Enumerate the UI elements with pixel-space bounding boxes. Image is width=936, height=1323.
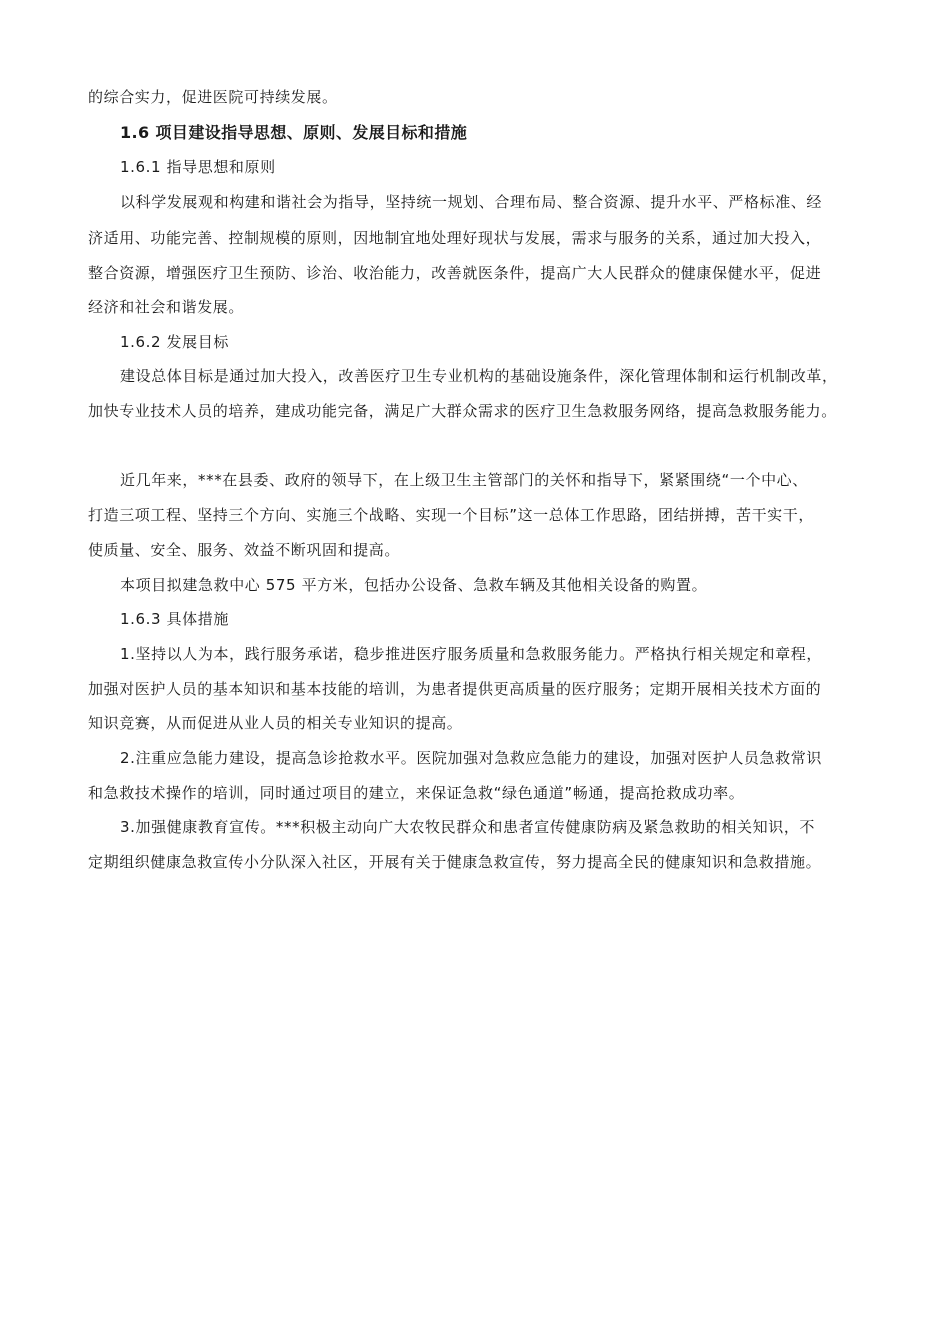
section-heading-1-6: 1.6 项目建设指导思想、原则、发展目标和措施: [120, 123, 468, 142]
paragraph-line: 打造三项工程、坚持三个方向、实施三个战略、实现一个目标”这一总体工作思路，团结拼搏，苦干实干，: [88, 506, 814, 524]
paragraph-line: 济适用、功能完善、控制规模的原则，因地制宜地处理好现状与发展，需求与服务的关系，通过加大投入，: [88, 229, 822, 247]
paragraph-line: 近几年来，***在县委、政府的领导下，在上级卫生主管部门的关怀和指导下，紧紧围绕“一个中心、: [120, 471, 808, 489]
measure-line: 知识竞赛，从而促进从业人员的相关专业知识的提高。: [88, 714, 463, 732]
measure-line: 2.注重应急能力建设，提高急诊抢救水平。医院加强对急救应急能力的建设，加强对医护人员急救常识: [120, 749, 822, 767]
subsection-heading-1-6-1: 1.6.1 指导思想和原则: [120, 158, 276, 176]
paragraph-line: 使质量、安全、服务、效益不断巩固和提高。: [88, 541, 401, 559]
paragraph-line: 加快专业技术人员的培养，建成功能完备，满足广大群众需求的医疗卫生急救服务网络，提高急救服务能力。: [88, 402, 837, 420]
measure-line: 加强对医护人员的基本知识和基本技能的培训，为患者提供更高质量的医疗服务；定期开展相关技术方面的: [88, 680, 822, 698]
measure-line: 和急救技术操作的培训，同时通过项目的建立，来保证急救“绿色通道”畅通，提高抢救成功率。: [88, 784, 745, 802]
measure-line: 定期组织健康急救宣传小分队深入社区，开展有关于健康急救宣传，努力提高全民的健康知识和急救措施。: [88, 853, 822, 871]
subsection-heading-1-6-2: 1.6.2 发展目标: [120, 333, 229, 351]
paragraph-line: 以科学发展观和构建和谐社会为指导，坚持统一规划、合理布局、整合资源、提升水平、严格标准、经: [120, 193, 823, 211]
paragraph-line: 整合资源，增强医疗卫生预防、诊治、收治能力，改善就医条件，提高广大人民群众的健康保健水平，促进: [88, 264, 822, 282]
subsection-heading-1-6-3: 1.6.3 具体措施: [120, 610, 229, 628]
measure-line: 3.加强健康教育宣传。***积极主动向广大农牧民群众和患者宣传健康防病及紧急救助的相关知识，不: [120, 818, 816, 836]
paragraph-line: 经济和社会和谐发展。: [88, 298, 245, 316]
measure-line: 1.坚持以人为本，践行服务承诺，稳步推进医疗服务质量和急救服务能力。严格执行相关规定和章程，: [120, 645, 822, 663]
paragraph-line: 建设总体目标是通过加大投入，改善医疗卫生专业机构的基础设施条件，深化管理体制和运行机制改革，: [120, 367, 838, 385]
paragraph-line: 本项目拟建急救中心 575 平方米，包括办公设备、急救车辆及其他相关设备的购置。: [120, 576, 708, 594]
paragraph-line: 的综合实力，促进医院可持续发展。: [88, 88, 338, 106]
